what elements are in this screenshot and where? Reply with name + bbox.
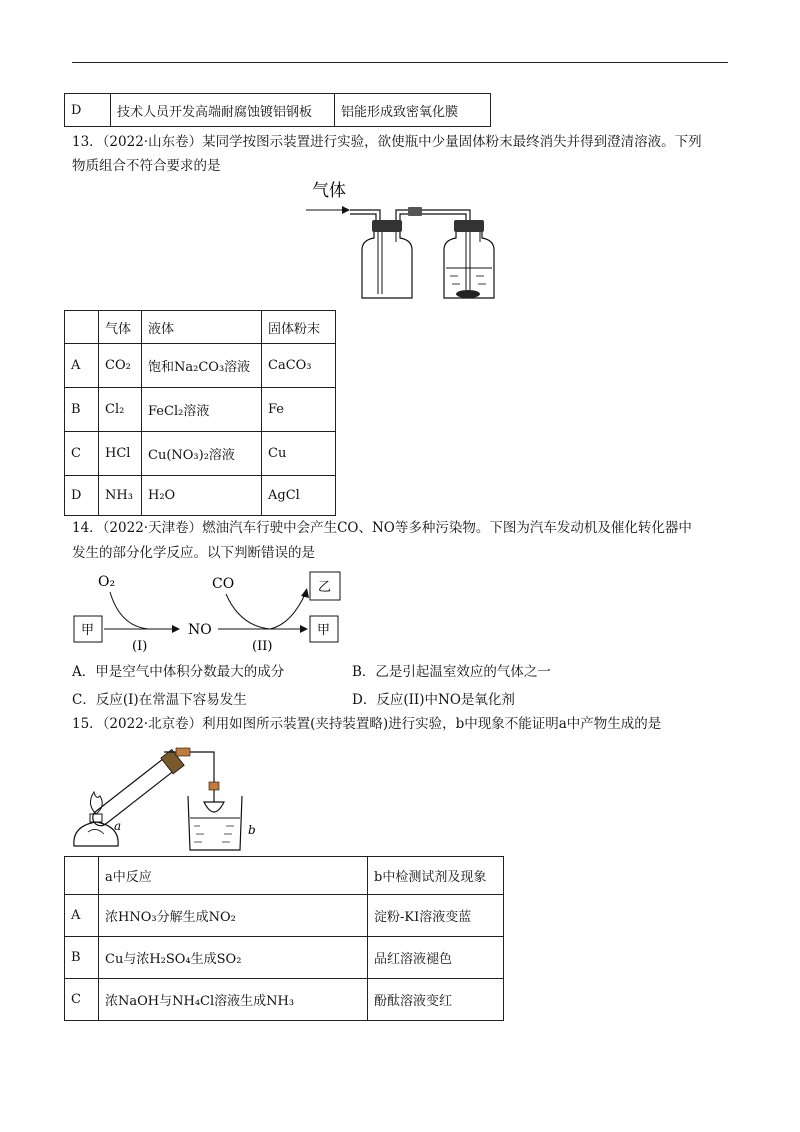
q14-line1: 14．（2022·天津卷）燃油汽车行驶中会产生CO、NO等多种污染物。下图为汽车发动机及催化转化器中 [72, 520, 692, 536]
top-table [64, 93, 491, 127]
table-row [65, 388, 336, 432]
table-row [65, 432, 336, 476]
header-rule [72, 62, 728, 63]
q13-line2: 物质组合不符合要求的是 [72, 158, 221, 174]
table-cell: CO₂ [99, 344, 142, 388]
q15-table [64, 856, 504, 1021]
table-cell [65, 311, 99, 344]
table-header: 气体 [99, 311, 142, 344]
table-row [65, 311, 336, 344]
solid-powder [456, 290, 480, 298]
table-cell: B [65, 937, 99, 979]
table-cell: 浓HNO₃分解生成NO₂ [99, 895, 368, 937]
table-cell: AgCl [262, 476, 336, 516]
bottle2 [444, 232, 494, 298]
table-cell: 饱和Na₂CO₃溶液 [142, 344, 262, 388]
table-cell: CaCO₃ [262, 344, 336, 388]
table-cell: 浓NaOH与NH₄Cl溶液生成NH₃ [99, 979, 368, 1021]
q14-line2: 发生的部分化学反应。以下判断错误的是 [72, 545, 315, 561]
table-cell: B [65, 388, 99, 432]
jia-label-2: 甲 [317, 623, 331, 638]
table-cell: Cl₂ [99, 388, 142, 432]
q14-option-b: B．乙是引起温室效应的气体之一 [352, 664, 551, 680]
table-cell: Cu(NO₃)₂溶液 [142, 432, 262, 476]
q14-option-d: D．反应(II)中NO是氧化剂 [352, 692, 515, 708]
bottle1-stopper [372, 220, 402, 232]
table-cell: C [65, 979, 99, 1021]
bottle1 [362, 232, 412, 298]
gas-label: 气体 [312, 181, 346, 201]
inverted-funnel [204, 802, 224, 812]
table-cell: A [65, 895, 99, 937]
table-cell: FeCl₂溶液 [142, 388, 262, 432]
no-label: NO [188, 622, 212, 638]
table-cell: H₂O [142, 476, 262, 516]
table-cell: 酚酞溶液变红 [368, 979, 504, 1021]
table-cell: A [65, 344, 99, 388]
label-a: a [114, 819, 122, 833]
alcohol-lamp [74, 822, 118, 846]
table-cell: Cu与浓H₂SO₄生成SO₂ [99, 937, 368, 979]
table-row [65, 476, 336, 516]
table-cell: 铝能形成致密氧化膜 [335, 94, 491, 127]
o2-label: O₂ [98, 574, 116, 590]
heating-apparatus-diagram [66, 738, 266, 852]
test-tube [90, 755, 179, 829]
reaction-i-label: (I) [132, 639, 148, 654]
table-header: 液体 [142, 311, 262, 344]
table-row [65, 857, 504, 895]
gas-wash-bottles-diagram [300, 176, 500, 304]
table-cell: NH₃ [99, 476, 142, 516]
table-cell: HCl [99, 432, 142, 476]
table-header: 固体粉末 [262, 311, 336, 344]
q15-line1: 15．（2022·北京卷）利用如图所示装置(夹持装置略)进行实验，b中现象不能证明a中产物生成的是 [72, 716, 662, 732]
table-cell: Cu [262, 432, 336, 476]
q14-option-c: C．反应(I)在常温下容易发生 [72, 692, 247, 708]
table-row [65, 344, 336, 388]
table-cell: C [65, 432, 99, 476]
co-label: CO [212, 576, 235, 592]
table-row [65, 979, 504, 1021]
bottle2-stopper [454, 220, 484, 232]
jia-label: 甲 [81, 623, 95, 638]
table-cell: 技术人员开发高端耐腐蚀镀铝钢板 [111, 94, 335, 127]
table-cell: D [65, 476, 99, 516]
table-cell: 淀粉-KI溶液变蓝 [368, 895, 504, 937]
table-cell: 品红溶液褪色 [368, 937, 504, 979]
label-b: b [248, 823, 256, 837]
table-header: a中反应 [99, 857, 368, 895]
table-cell: D [65, 94, 111, 127]
q13-table [64, 310, 336, 516]
table-header [65, 857, 99, 895]
table-header: b中检测试剂及现象 [368, 857, 504, 895]
table-cell: Fe [262, 388, 336, 432]
reaction-scheme-diagram [70, 566, 360, 656]
q13-line1: 13．（2022·山东卷）某同学按图示装置进行实验，欲使瓶中少量固体粉末最终消失并得到澄清溶液。下列 [72, 134, 702, 150]
yi-label: 乙 [318, 580, 332, 595]
table-row [65, 895, 504, 937]
table-row [65, 94, 491, 127]
reaction-ii-label: (II) [252, 639, 273, 654]
q14-option-a: A．甲是空气中体积分数最大的成分 [72, 664, 285, 680]
table-row [65, 937, 504, 979]
